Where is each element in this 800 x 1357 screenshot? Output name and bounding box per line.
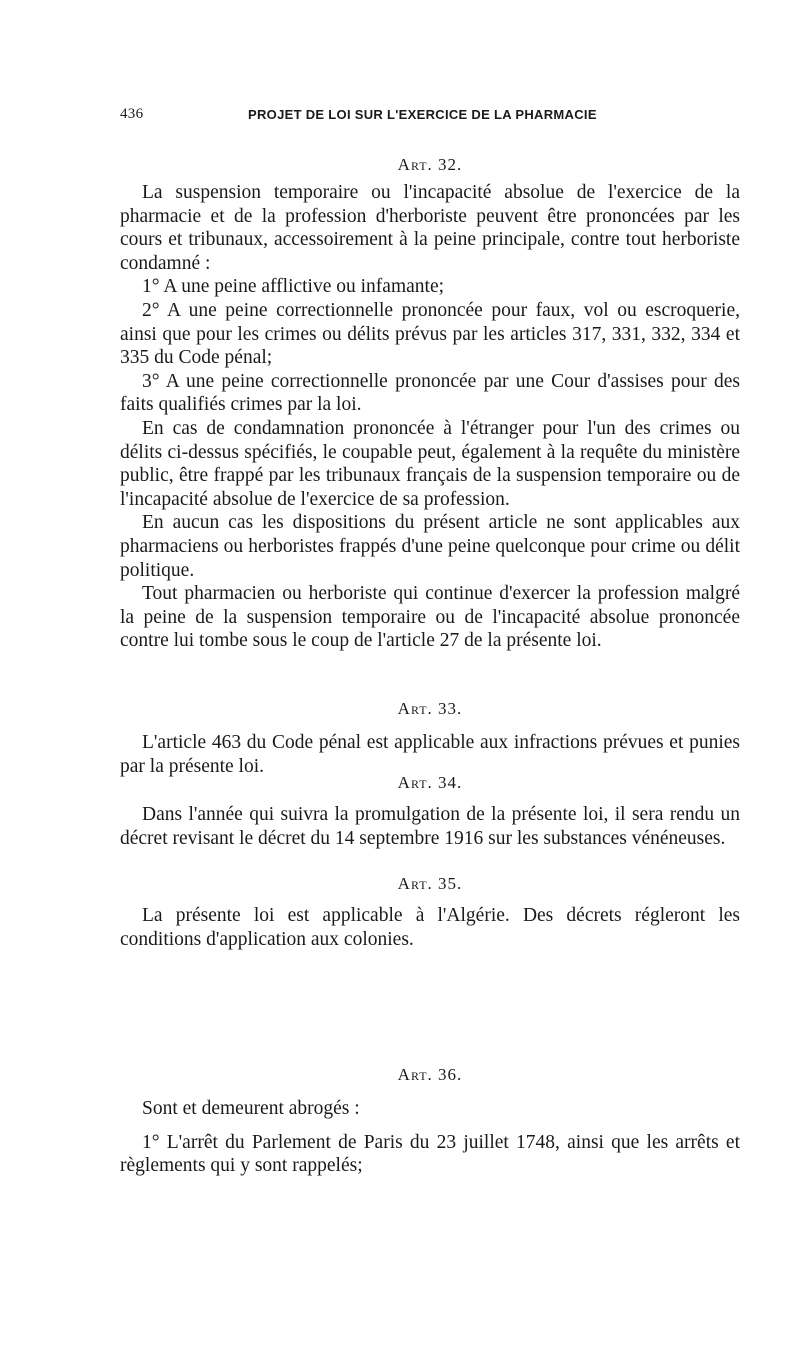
article-32-item-3: 3° A une peine correctionnelle prononcée par une Cour d'assises pour des faits qualifiés crimes par la loi. bbox=[120, 370, 740, 416]
article-35-heading: Art. 35. bbox=[397, 874, 463, 893]
article-32-item-1: 1° A une peine afflictive ou infamante; bbox=[142, 276, 445, 298]
article-32-paragraph: En cas de condamnation prononcée à l'étranger pour l'un des crimes ou délits ci-dessus spécifiés, le coupable peut, également à la requête du ministère public, être frappé par les tribunaux français de la suspension temporaire ou de l'incapacité absolue de l'exercice de sa profession. bbox=[120, 417, 740, 510]
article-34-heading: Art. 34. bbox=[397, 773, 463, 792]
article-32-paragraph: Tout pharmacien ou herboriste qui continue d'exercer la profession malgré la peine de la suspension temporaire ou de l'incapacité absolue prononcée contre lui tombe sous le coup de l'article 27 de la présente loi. bbox=[120, 583, 740, 652]
article-32-heading: Art. 32. bbox=[397, 155, 463, 174]
article-32-item-2: 2° A une peine correctionnelle prononcée pour faux, vol ou escroquerie, ainsi que pour les crimes ou délits prévus par les articles 317, 331, 332, 334 et 335 du Code pénal; bbox=[120, 299, 740, 369]
article-35-paragraph: La présente loi est applicable à l'Algérie. Des décrets régleront les conditions d'application aux colonies. bbox=[120, 905, 740, 950]
article-32-body bbox=[120, 181, 740, 653]
article-35-body bbox=[120, 904, 740, 951]
article-33-body bbox=[120, 731, 740, 778]
article-36-body bbox=[120, 1097, 740, 1178]
running-header bbox=[120, 106, 740, 132]
article-32-paragraph: La suspension temporaire ou l'incapacité absolue de l'exercice de la pharmacie et de la profession d'herboriste peuvent être prononcées par les cours et tribunaux, accessoirement à la peine principale, contre tout herboriste condamné : bbox=[120, 182, 740, 274]
running-title: PROJET DE LOI SUR L'EXERCICE DE LA PHARMACIE bbox=[248, 107, 597, 122]
article-33-heading: Art. 33. bbox=[397, 699, 463, 718]
article-33-paragraph: L'article 463 du Code pénal est applicable aux infractions prévues et punies par la présente loi. bbox=[120, 732, 740, 777]
article-36-item-1: 1° L'arrêt du Parlement de Paris du 23 juillet 1748, ainsi que les arrêts et règlements qui y sont rappelés; bbox=[120, 1131, 740, 1177]
article-36-paragraph: Sont et demeurent abrogés : bbox=[142, 1098, 360, 1119]
article-36-heading: Art. 36. bbox=[397, 1065, 463, 1084]
page-number: 436 bbox=[120, 106, 144, 122]
article-34-paragraph: Dans l'année qui suivra la promulgation de la présente loi, il sera rendu un décret revisant le décret du 14 septembre 1916 sur les substances vénéneuses. bbox=[120, 804, 740, 849]
article-34-body bbox=[120, 803, 740, 850]
article-32-paragraph: En aucun cas les dispositions du présent article ne sont applicables aux pharmaciens ou herboristes frappés d'une peine quelconque pour crime ou délit politique. bbox=[120, 512, 740, 581]
